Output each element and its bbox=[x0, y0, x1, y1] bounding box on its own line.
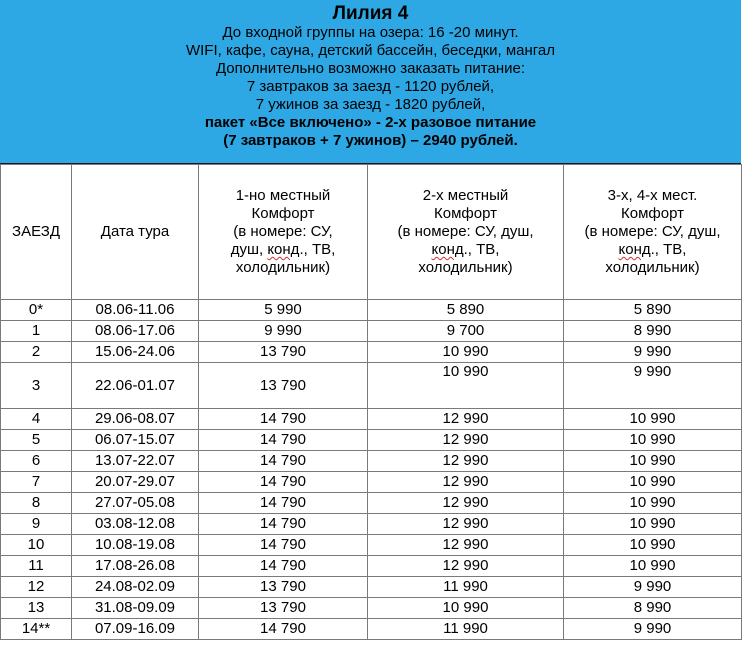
cell-stay-number: 1 bbox=[1, 321, 72, 342]
cell-price-single: 14 790 bbox=[199, 451, 368, 472]
cell-stay-number: 4 bbox=[1, 409, 72, 430]
header-line-package-price: (7 завтраков + 7 ужинов) – 2940 рублей. bbox=[223, 132, 518, 149]
cell-tour-dates: 17.08-26.08 bbox=[72, 556, 199, 577]
column-header-single: 1-но местный Комфорт (в номере: СУ, душ, конд., ТВ, холодильник) bbox=[199, 165, 368, 300]
table-row bbox=[1, 363, 742, 409]
cell-price-double: 9 700 bbox=[368, 321, 564, 342]
header-panel bbox=[0, 0, 741, 164]
cell-price-single: 14 790 bbox=[199, 472, 368, 493]
cell-tour-dates: 13.07-22.07 bbox=[72, 451, 199, 472]
cell-tour-dates: 22.06-01.07 bbox=[72, 363, 199, 409]
cell-price-double: 12 990 bbox=[368, 409, 564, 430]
cell-stay-number: 10 bbox=[1, 535, 72, 556]
cell-tour-dates: 24.08-02.09 bbox=[72, 577, 199, 598]
table-row bbox=[1, 514, 742, 535]
cell-stay-number: 6 bbox=[1, 451, 72, 472]
cell-price-triple: 9 990 bbox=[564, 363, 742, 409]
cell-price-single: 14 790 bbox=[199, 493, 368, 514]
table-row bbox=[1, 493, 742, 514]
cell-price-single: 14 790 bbox=[199, 409, 368, 430]
header-line-meals-intro: Дополнительно возможно заказать питание: bbox=[215, 60, 526, 77]
table-row bbox=[1, 321, 742, 342]
table-row bbox=[1, 577, 742, 598]
cell-price-triple: 5 890 bbox=[564, 300, 742, 321]
cell-tour-dates: 29.06-08.07 bbox=[72, 409, 199, 430]
header-line-amenities: WIFI, кафе, сауна, детский бассейн, беседки, мангал bbox=[185, 42, 556, 59]
cell-price-triple: 10 990 bbox=[564, 409, 742, 430]
cell-price-triple: 8 990 bbox=[564, 598, 742, 619]
cell-tour-dates: 15.06-24.06 bbox=[72, 342, 199, 363]
cell-price-double: 5 890 bbox=[368, 300, 564, 321]
cell-stay-number: 11 bbox=[1, 556, 72, 577]
cell-price-single: 5 990 bbox=[199, 300, 368, 321]
table-row bbox=[1, 342, 742, 363]
cell-price-single: 14 790 bbox=[199, 535, 368, 556]
cell-stay-number: 9 bbox=[1, 514, 72, 535]
table-row bbox=[1, 300, 742, 321]
cell-tour-dates: 20.07-29.07 bbox=[72, 472, 199, 493]
cell-price-single: 14 790 bbox=[199, 430, 368, 451]
table-row bbox=[1, 409, 742, 430]
page-title: Лилия 4 bbox=[332, 3, 409, 24]
cell-stay-number: 5 bbox=[1, 430, 72, 451]
header-line-dinners: 7 ужинов за заезд - 1820 рублей, bbox=[255, 96, 486, 113]
cell-stay-number: 0* bbox=[1, 300, 72, 321]
cell-price-single: 14 790 bbox=[199, 619, 368, 640]
cell-tour-dates: 08.06-17.06 bbox=[72, 321, 199, 342]
cell-stay-number: 3 bbox=[1, 363, 72, 409]
header-line-package: пакет «Все включено» - 2-х разовое питание bbox=[204, 114, 537, 131]
column-header-double: 2-х местный Комфорт (в номере: СУ, душ, конд., ТВ, холодильник) bbox=[368, 165, 564, 300]
cell-price-double: 11 990 bbox=[368, 577, 564, 598]
table-row bbox=[1, 472, 742, 493]
cell-price-double: 12 990 bbox=[368, 514, 564, 535]
table-row bbox=[1, 535, 742, 556]
table-row bbox=[1, 619, 742, 640]
cell-tour-dates: 07.09-16.09 bbox=[72, 619, 199, 640]
cell-price-double: 10 990 bbox=[368, 342, 564, 363]
cell-stay-number: 12 bbox=[1, 577, 72, 598]
cell-price-single: 9 990 bbox=[199, 321, 368, 342]
cell-price-single: 13 790 bbox=[199, 342, 368, 363]
cell-stay-number: 13 bbox=[1, 598, 72, 619]
cell-price-triple: 9 990 bbox=[564, 619, 742, 640]
cell-price-triple: 10 990 bbox=[564, 472, 742, 493]
cell-price-double: 12 990 bbox=[368, 472, 564, 493]
cell-price-double: 12 990 bbox=[368, 451, 564, 472]
cell-tour-dates: 31.08-09.09 bbox=[72, 598, 199, 619]
cell-tour-dates: 03.08-12.08 bbox=[72, 514, 199, 535]
cell-stay-number: 2 bbox=[1, 342, 72, 363]
column-header-stay: ЗАЕЗД bbox=[1, 165, 72, 300]
cell-tour-dates: 08.06-11.06 bbox=[72, 300, 199, 321]
table-row bbox=[1, 598, 742, 619]
cell-price-double: 12 990 bbox=[368, 493, 564, 514]
cell-price-triple: 9 990 bbox=[564, 577, 742, 598]
cell-price-single: 14 790 bbox=[199, 556, 368, 577]
table-row bbox=[1, 556, 742, 577]
cell-price-single: 13 790 bbox=[199, 363, 368, 409]
cell-price-double: 10 990 bbox=[368, 598, 564, 619]
cell-price-triple: 10 990 bbox=[564, 451, 742, 472]
price-table bbox=[0, 164, 742, 640]
cell-price-triple: 8 990 bbox=[564, 321, 742, 342]
cell-stay-number: 14** bbox=[1, 619, 72, 640]
cell-stay-number: 7 bbox=[1, 472, 72, 493]
cell-price-double: 11 990 bbox=[368, 619, 564, 640]
table-row bbox=[1, 430, 742, 451]
cell-tour-dates: 06.07-15.07 bbox=[72, 430, 199, 451]
cell-tour-dates: 27.07-05.08 bbox=[72, 493, 199, 514]
cell-price-triple: 10 990 bbox=[564, 514, 742, 535]
column-header-date: Дата тура bbox=[72, 165, 199, 300]
table-header-row bbox=[1, 165, 742, 300]
table-row bbox=[1, 451, 742, 472]
cell-price-triple: 10 990 bbox=[564, 535, 742, 556]
cell-tour-dates: 10.08-19.08 bbox=[72, 535, 199, 556]
cell-price-triple: 10 990 bbox=[564, 556, 742, 577]
cell-price-triple: 10 990 bbox=[564, 430, 742, 451]
cell-price-double: 12 990 bbox=[368, 556, 564, 577]
cell-price-single: 14 790 bbox=[199, 514, 368, 535]
header-line-breakfasts: 7 завтраков за заезд - 1120 рублей, bbox=[246, 78, 495, 95]
cell-price-double: 10 990 bbox=[368, 363, 564, 409]
cell-price-single: 13 790 bbox=[199, 577, 368, 598]
cell-price-triple: 10 990 bbox=[564, 493, 742, 514]
header-line-distance: До входной группы на озера: 16 -20 минут. bbox=[222, 24, 519, 41]
cell-stay-number: 8 bbox=[1, 493, 72, 514]
cell-price-double: 12 990 bbox=[368, 430, 564, 451]
cell-price-double: 12 990 bbox=[368, 535, 564, 556]
cell-price-single: 13 790 bbox=[199, 598, 368, 619]
cell-price-triple: 9 990 bbox=[564, 342, 742, 363]
column-header-triple: 3-х, 4-х мест. Комфорт (в номере: СУ, душ, конд., ТВ, холодильник) bbox=[564, 165, 742, 300]
